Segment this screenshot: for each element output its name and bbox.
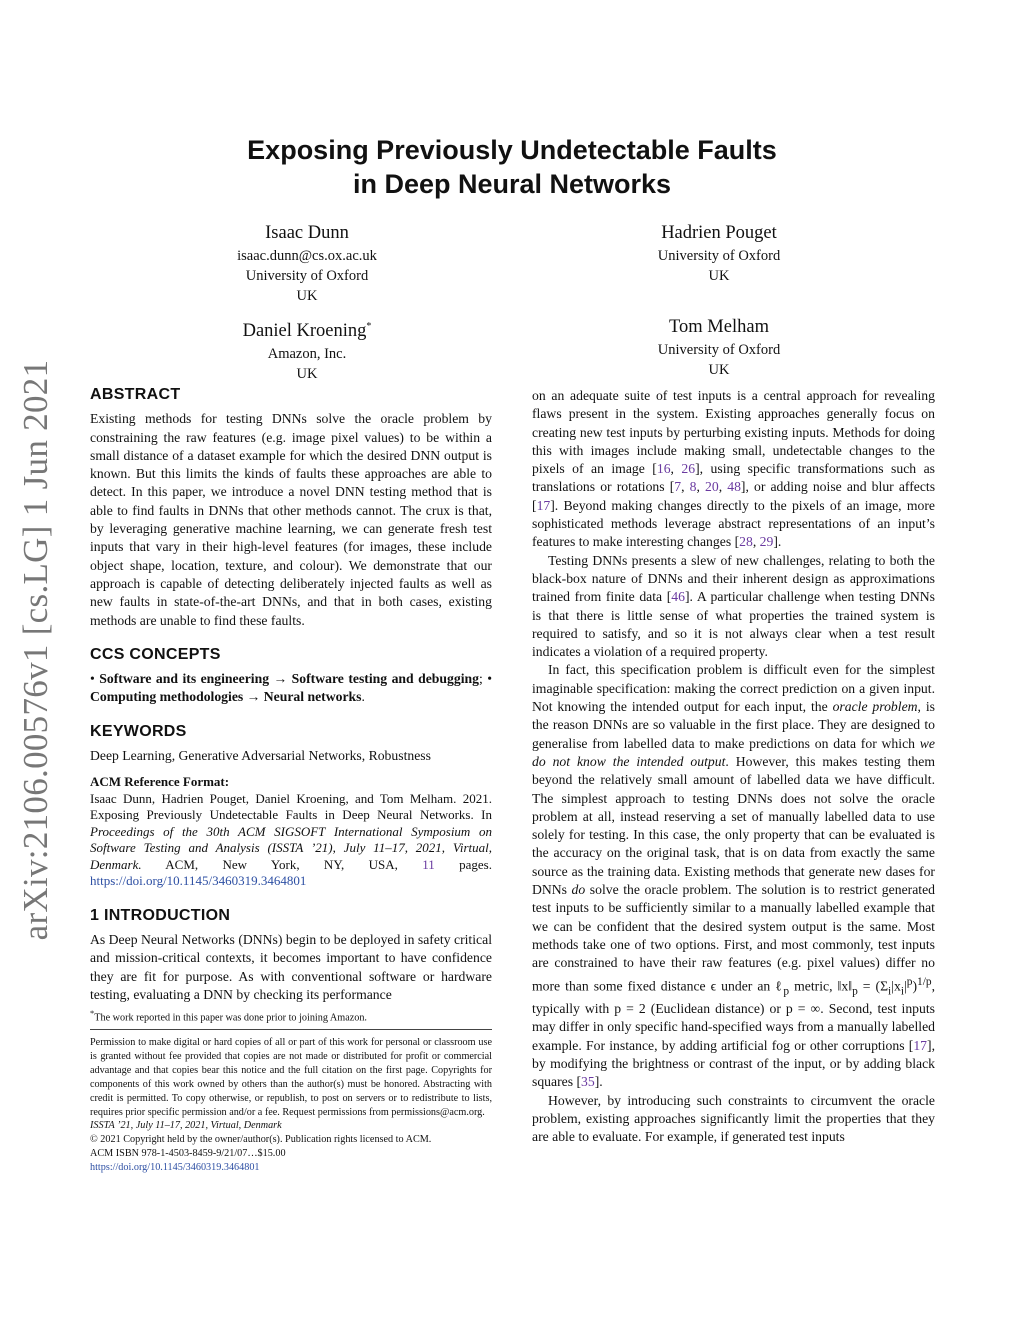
permission-block: Permission to make digital or hard copies of all or part of this work for personal or classroom use is granted without fee provided that copies are not made or distributed for profit or commercial advantage and that copies bear this notice and the full citation on the first page. Copyrights for components of this work owned by others than the author(s) must be honored. Abstracting with credit is permitted. To copy otherwise, or republish, to post on servers or to redistribute to lists, requires prior specific permission and/or a fee. Request permissions from permissions@acm.org. ISSTA ’21, July 11–17, 2021, Virtual, Denmark © 2021 Copyright held by the owner/author(s). Publication rights licensed to ACM. ACM ISBN 978-1-4503-8459-9/21/07…$15.00 https://doi.org/10.1145/3460319.3464801 (90, 1037, 492, 1174)
paragraph: on an adequate suite of test inputs is a central approach for revealing flaws present in the system. Existing approaches generally focus on creating new test inputs by perturbing existing inputs. Methods for doing this with images include making small, undetectable changes to the pixels of an image [16, 26], using specific transformations such as translations or rotations [7, 8, 20, 48], or adding noise and blur affects [17]. Beyond making changes directly to the pixels of an image, more sophisticated methods leverage abstract representations of an input’s features to make interesting changes [28, 29]. (532, 388, 936, 550)
doi-link[interactable]: https://doi.org/10.1145/3460319.3464801 (90, 873, 307, 889)
intro-heading: 1 INTRODUCTION (90, 906, 231, 924)
ccs-concepts: • Software and its engineering → Software testing and debugging; • Computing methodologies → Neural networks. (90, 671, 493, 705)
ccs-heading: CCS CONCEPTS (90, 645, 221, 663)
intro-text-left: As Deep Neural Networks (DNNs) begin to be deployed in safety critical and mission-critical contexts, it becomes important to have confidence they are fit for purpose. As with conventional software or hardware testing, evaluating a DNN by checking its performance (90, 932, 492, 1003)
doi-link-footer[interactable]: https://doi.org/10.1145/3460319.3464801 (90, 1162, 260, 1174)
keywords-heading: KEYWORDS (90, 722, 187, 740)
acm-reference: ACM Reference Format: Isaac Dunn, Hadrien Pouget, Daniel Kroening, and Tom Melham. 2021. Exposing Previously Undetectable Faults in Deep Neural Networks. In Proceedings of the 30th ACM SIGSOFT International Symposium on Software Testing and Analysis (ISSTA ’21), July 11–17, 2021, Virtual, Denmark. ACM, New York, NY, USA, 11 pages. https://doi.org/10.1145/3460319.3464801 (90, 774, 492, 889)
divider (90, 1029, 492, 1030)
author-block: Tom Melham University of Oxford UK (657, 317, 781, 378)
abstract-heading: ABSTRACT (90, 386, 181, 403)
paper-title: Exposing Previously Undetectable Faults in Deep Neural Networks (247, 135, 777, 199)
paragraph: In fact, this specification problem is difficult even for the simplest imaginable specification: making the correct prediction on a given input. Not knowing the intended output for each input, the oracle problem, is the reason DNNs are so valuable in the first place. They are designed to generalise from labelled data to make predictions on data for which we do not know the intended output. However, this makes testing them beyond the relatively small amount of labelled data we have difficult. The simplest approach to testing DNNs does not solve the oracle problem at all, instead reserving a set of manually labelled data to use solely for testing. In this case, the only property that can be evaluated is the accuracy on the original task, that is on data from exactly the same source as the training data. Existing methods that generate new dases for DNNs do solve the oracle problem. The solution is to restrict generated test inputs to be sufficiently similar to a manually labelled example that we can be confident that the desired system output is the same. Most methods take one of two options. First, and most commonly, test inputs are constrained to have their raw features (e.g. pixel values) differ no more than some fixed distance ϵ under an ℓ$_p$ metric, $‖x‖_p = (\Sigma_i|x_i|^p)^{1/p}$, typically with p = 2 (Euclidean distance) or p = ∞. Second, test inputs may differ in only specific hand-specified ways from a manually labelled example. For instance, by adding artificial fog or other corruptions [17], by modifying the brightness or contrast of the input, or by adding black squares [35]. (532, 662, 935, 1090)
footnote: *The work reported in this paper was done prior to joining Amazon. (90, 1008, 367, 1024)
author-block: Isaac Dunn isaac.dunn@cs.ox.ac.uk University of Oxford UK (237, 223, 377, 304)
paragraph: However, by introducing such constraints to circumvent the oracle problem, existing approaches significantly limit the properties that they are able to evaluate. For example, if generated test inputs (532, 1092, 935, 1145)
left-column (90, 386, 492, 1004)
paragraph: Testing DNNs presents a slew of new challenges, relating to both the black-box nature of DNNs and their inherent design as approximations trained from finite data [46]. A particular challenge when testing DNNs is that there is little sense of what properties the trained system is required to satisfy, and so it is not always clear when a test result indicates a violation of a required property. (532, 552, 935, 660)
author-block: Daniel Kroening* Amazon, Inc. UK (242, 321, 372, 383)
right-column (532, 387, 935, 1146)
keywords: Deep Learning, Generative Adversarial Networks, Robustness (90, 748, 431, 764)
arxiv-identifier: arXiv:2106.00576v1 [cs.LG] 1 Jun 2021 (16, 359, 55, 941)
abstract-text: Existing methods for testing DNNs solve the oracle problem by constraining the raw features (e.g. image pixel values) to be within a small distance of a dataset example for which the desired DNN output is known. But this limits the kinds of faults these approaches are able to detect. In this paper, we introduce a novel DNN testing method that is able to find faults in DNNs that other methods cannot. The crux is that, by leveraging generative machine learning, we can generate fresh test inputs that vary in their high-level features (for images, these include object shape, location, texture, and colour). We demonstrate that our approach is capable of detecting deliberately injected faults as well as new faults in state-of-the-art DNNs, and that in both cases, existing methods are unable to find these faults. (90, 411, 492, 628)
author-block: Hadrien Pouget University of Oxford UK (657, 223, 781, 284)
